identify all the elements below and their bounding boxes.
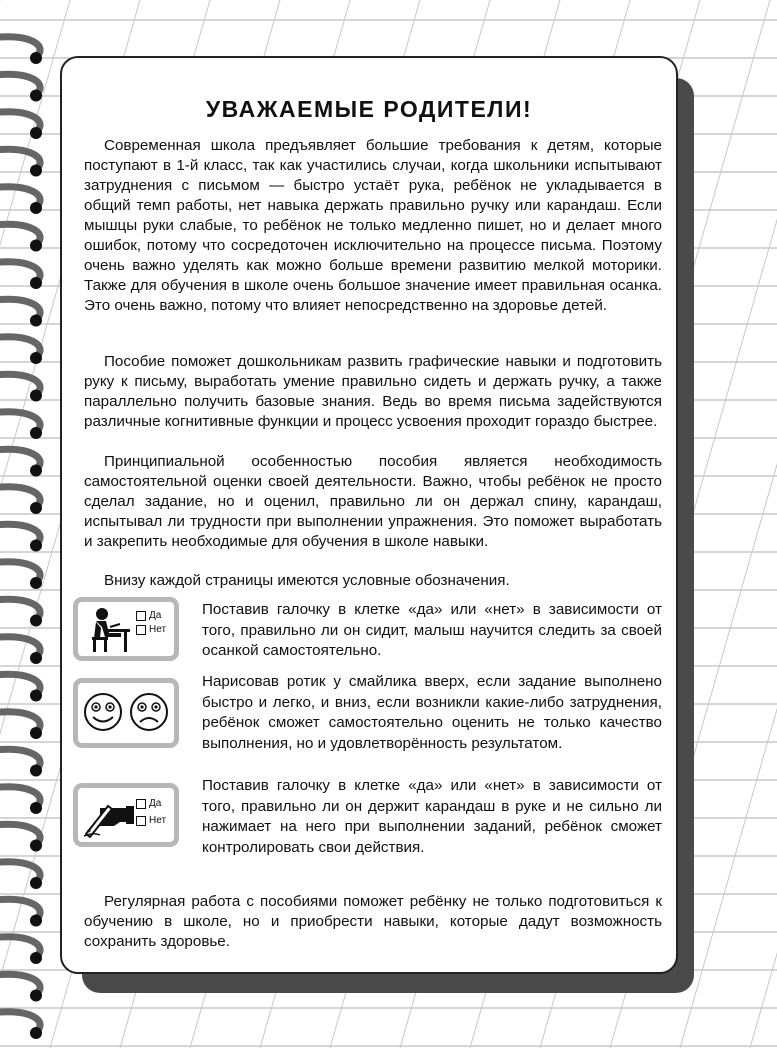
hand-with-pencil-icon [82, 794, 136, 838]
spiral-ring [0, 562, 40, 580]
spiral-hole [30, 915, 42, 927]
spiral-ring [0, 412, 40, 430]
spiral-ring [0, 862, 40, 880]
legend-smileys-text: Нарисовав ротик у смайлика вверх, если задание выполнено быстро и легко, и вниз, если возникли какие-либо затруднения, ребёнок сможет самостоятельно оценить не только качество выполнения, но и удовлетворённость результатом. [202, 673, 662, 752]
paragraph-benefits: Пособие поможет дошкольникам развить графические навыки и подготовить руку к письму, выработать умение правильно сидеть и держать ручку, а также параллельно получить базовые знания. Ведь во время письма задействуются различные когнитивные функции и процесс усвоения проходит гораздо быстрее. [84, 353, 662, 430]
spiral-ring [0, 374, 40, 392]
spiral-hole [30, 765, 42, 777]
page-title: УВАЖАЕМЫЕ РОДИТЕЛИ! [205, 96, 533, 122]
spiral-hole [30, 90, 42, 102]
paragraph-legend-intro: Внизу каждой страницы имеются условные обозначения. [104, 572, 510, 589]
spiral-ring [0, 224, 40, 242]
spiral-ring [0, 337, 40, 355]
paragraph-self-assessment: Принципиальной особенностью пособия является необходимость самостоятельной оценки своей деятельности. Важно, чтобы ребёнок не просто сделал задание, но и оценил, правильно ли он держал спину, карандаш, испытывал ли трудности при выполнении упражнения. Это поможет выработать и закрепить необходимые для обучения в школе навыки. [84, 453, 662, 550]
spiral-hole [30, 802, 42, 814]
paragraph-intro: Современная школа предъявляет большие требования к детям, которые поступают в 1-й класс, так как участились случаи, когда школьники испытывают затруднения с письмом — быстро устаёт рука, ребёнок не укладывается в общий темп работы, нет навыка держать правильно ручку или карандаш. Если мышцы руки слабые, то ребёнок не только медленно пишет, но и делает много ошибок, потому что сосредоточен исключительно на процессе письма. Поэтому очень важно уделять как можно больше времени развитию мелкой моторики. Также для обучения в школе очень большое значение имеет правильная осанка. Это очень важно, потому что влияет непосредственно на здоровье детей. [84, 137, 662, 314]
spiral-ring [0, 899, 40, 917]
legend-smileys-box [73, 678, 179, 748]
checkbox-yes-pencil[interactable] [136, 798, 161, 809]
spiral-hole [30, 577, 42, 589]
spiral-hole [30, 840, 42, 852]
spiral-hole [30, 240, 42, 252]
spiral-hole [30, 615, 42, 627]
spiral-ring [0, 299, 40, 317]
spiral-ring [0, 937, 40, 955]
spiral-ring [0, 187, 40, 205]
spiral-ring [0, 974, 40, 992]
spiral-ring [0, 824, 40, 842]
spiral-hole [30, 652, 42, 664]
notebook-slant-line [680, 0, 777, 1048]
spiral-hole [30, 690, 42, 702]
parents-letter-card [60, 56, 678, 974]
spiral-ring [0, 749, 40, 767]
checkbox-yes-pencil-label: Да [149, 798, 162, 809]
paragraph-closing: Регулярная работа с пособиями поможет ребёнку не только подготовиться к обучению в школе, но и приобрести навыки, которые дадут возможность сохранить здоровье. [84, 893, 662, 950]
spiral-hole [30, 127, 42, 139]
spiral-hole [30, 52, 42, 64]
spiral-ring [0, 524, 40, 542]
legend-pencil-grip-box [73, 783, 179, 847]
checkbox-no-label: Нет [149, 624, 167, 635]
spiral-hole [30, 165, 42, 177]
checkbox-no-box[interactable] [136, 625, 146, 635]
spiral-hole [30, 315, 42, 327]
spiral-ring [0, 487, 40, 505]
smileys-icon [82, 688, 172, 738]
spiral-hole [30, 390, 42, 402]
spiral-ring [0, 674, 40, 692]
spiral-ring [0, 599, 40, 617]
spiral-hole [30, 727, 42, 739]
spiral-hole [30, 540, 42, 552]
spiral-hole [30, 202, 42, 214]
spiral-ring [0, 449, 40, 467]
spiral-hole [30, 277, 42, 289]
spiral-ring [0, 1012, 40, 1030]
checkbox-yes-label: Да [149, 610, 162, 621]
legend-posture-text: Поставив галочку в клетке «да» или «нет» в зависимости от того, правильно ли он сидит, малыш научится следить за своей осанкой самостоятельно. [202, 601, 662, 659]
spiral-ring [0, 37, 40, 55]
spiral-binding [0, 0, 60, 1048]
checkbox-no[interactable] [136, 624, 166, 635]
spiral-ring [0, 74, 40, 92]
spiral-ring [0, 712, 40, 730]
spiral-ring [0, 787, 40, 805]
spiral-hole [30, 1027, 42, 1039]
checkbox-yes-box[interactable] [136, 611, 146, 621]
spiral-hole [30, 990, 42, 1002]
spiral-hole [30, 952, 42, 964]
spiral-ring [0, 112, 40, 130]
spiral-ring [0, 637, 40, 655]
spiral-ring [0, 262, 40, 280]
checkbox-yes-pencil-box[interactable] [136, 799, 146, 809]
spiral-ring [0, 149, 40, 167]
checkbox-no-pencil-box[interactable] [136, 816, 146, 826]
notebook-slant-line [750, 0, 777, 1048]
checkbox-no-pencil[interactable] [136, 815, 166, 826]
legend-posture-box [73, 597, 179, 661]
checkbox-yes[interactable] [136, 610, 161, 621]
spiral-hole [30, 877, 42, 889]
spiral-hole [30, 427, 42, 439]
legend-pencil-grip-text: Поставив галочку в клетке «да» или «нет» в зависимости от того, правильно ли он держит карандаш в руке и не сильно ли нажимает на него при выполнении заданий, ребёнок сможет контролировать свои действия. [202, 777, 662, 856]
spiral-hole [30, 352, 42, 364]
checkbox-no-pencil-label: Нет [149, 815, 167, 826]
child-at-desk-icon [84, 605, 134, 655]
spiral-hole [30, 465, 42, 477]
spiral-hole [30, 502, 42, 514]
